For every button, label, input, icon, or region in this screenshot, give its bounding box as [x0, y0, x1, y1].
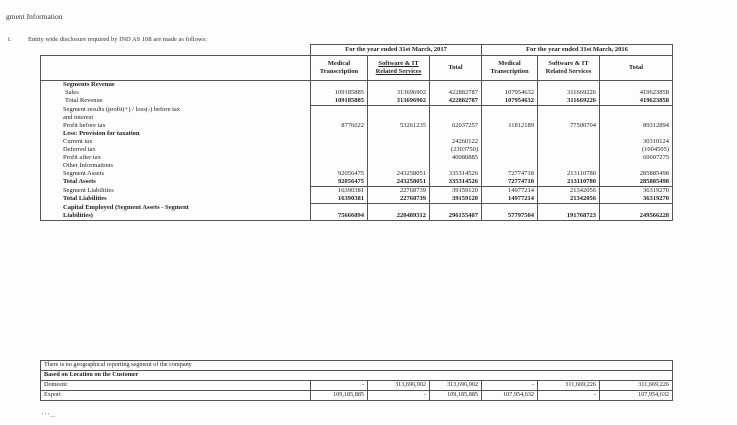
segment-table	[40, 44, 673, 221]
intro-number: i.	[8, 36, 12, 43]
value-cell: 39159120	[430, 187, 482, 195]
value-cell: 24260122	[430, 138, 482, 146]
value-cell	[311, 130, 368, 138]
table-row	[41, 138, 673, 146]
value-cell: 213110780	[538, 170, 600, 178]
value-cell	[368, 81, 430, 90]
value-cell: 8776022	[311, 122, 368, 130]
value-cell: 285885498	[600, 178, 673, 187]
value-cell: 107954632	[482, 89, 538, 97]
value-cell: -	[311, 381, 368, 391]
row-label: Profit before tax	[41, 122, 311, 130]
segment-table-body	[41, 81, 673, 221]
value-cell: 311,669,226	[538, 381, 600, 391]
value-cell: 109,185,885	[430, 391, 482, 401]
value-cell	[311, 81, 368, 90]
value-cell: 213110780	[538, 178, 600, 187]
value-cell	[368, 138, 430, 146]
row-label: Liabilities)	[41, 212, 311, 221]
value-cell	[311, 138, 368, 146]
value-cell	[368, 106, 430, 114]
value-cell	[538, 114, 600, 122]
value-cell: 422882787	[430, 89, 482, 97]
value-cell: 243258051	[368, 178, 430, 187]
table-row	[41, 114, 673, 122]
value-cell: 40080885	[430, 154, 482, 162]
value-cell: 62037257	[430, 122, 482, 130]
col-header: Total	[600, 56, 673, 81]
value-cell	[600, 162, 673, 170]
value-cell: 285885498	[600, 170, 673, 178]
value-cell: 335314526	[430, 170, 482, 178]
value-cell: 220489312	[368, 212, 430, 221]
row-label: Total Revenue	[41, 97, 311, 106]
value-cell	[368, 162, 430, 170]
value-cell: 36319270	[600, 187, 673, 195]
value-cell: 11812189	[482, 122, 538, 130]
value-cell: 75666094	[311, 212, 368, 221]
value-cell	[482, 154, 538, 162]
value-cell: 22768739	[368, 187, 430, 195]
table-row	[41, 89, 673, 97]
value-cell: 21342056	[538, 187, 600, 195]
value-cell: 107,954,632	[600, 391, 673, 401]
value-cell: 30310124	[600, 138, 673, 146]
value-cell: 16390381	[311, 195, 368, 204]
value-cell	[430, 81, 482, 90]
value-cell	[311, 106, 368, 114]
table-row	[41, 170, 673, 178]
geography-table	[40, 360, 673, 401]
table-row	[41, 97, 673, 106]
value-cell: 313,696,902	[368, 381, 430, 391]
row-label: Export	[41, 391, 311, 401]
row-label: Sales	[41, 89, 311, 97]
value-cell: (1004505)	[600, 146, 673, 154]
row-label: Capital Employed (Segment Assets - Segment	[41, 204, 311, 212]
header-label-cell	[41, 56, 311, 81]
col-header: Total	[430, 56, 482, 81]
value-cell	[430, 114, 482, 122]
row-label: Less: Provision for taxation	[41, 130, 311, 138]
value-cell: 191768723	[538, 212, 600, 221]
value-cell: 419623858	[600, 89, 673, 97]
row-label: Segment Assets	[41, 170, 311, 178]
value-cell	[482, 138, 538, 146]
value-cell: 22768739	[368, 195, 430, 204]
value-cell: 335314526	[430, 178, 482, 187]
value-cell	[430, 204, 482, 212]
col-header: Medical Transcription	[482, 56, 538, 81]
value-cell	[482, 81, 538, 90]
value-cell	[538, 138, 600, 146]
value-cell	[600, 114, 673, 122]
value-cell	[538, 106, 600, 114]
value-cell	[538, 130, 600, 138]
value-cell: 109185885	[311, 89, 368, 97]
table-row	[41, 381, 673, 391]
value-cell: 419623858	[600, 97, 673, 106]
value-cell: 243258051	[368, 170, 430, 178]
row-label: Segments Revenue	[41, 81, 311, 90]
table-row	[41, 178, 673, 187]
continuation-text: ' ' ' ...	[42, 412, 56, 419]
value-cell: 296155407	[430, 212, 482, 221]
value-cell: 57797504	[482, 212, 538, 221]
col-header: Software & IT Related Services	[538, 56, 600, 81]
value-cell	[482, 106, 538, 114]
value-cell: 77500704	[538, 122, 600, 130]
table-row	[41, 106, 673, 114]
value-cell: 72774718	[482, 178, 538, 187]
value-cell: 92056475	[311, 178, 368, 187]
value-cell: 107,954,632	[482, 391, 538, 401]
geography-subheading: Based on Location on the Customer	[41, 371, 673, 381]
value-cell: 53261235	[368, 122, 430, 130]
table-row	[41, 187, 673, 195]
header-blank	[41, 45, 311, 56]
value-cell	[368, 154, 430, 162]
value-cell	[538, 81, 600, 90]
row-label: Segment Liabilities	[41, 187, 311, 195]
geography-rows	[41, 381, 673, 401]
value-cell	[538, 162, 600, 170]
value-cell	[368, 204, 430, 212]
value-cell	[368, 130, 430, 138]
table-row	[41, 122, 673, 130]
value-cell: 107954632	[482, 97, 538, 106]
table-row	[41, 81, 673, 90]
value-cell	[482, 114, 538, 122]
value-cell: 60007275	[600, 154, 673, 162]
value-cell	[311, 146, 368, 154]
value-cell: (2303750)	[430, 146, 482, 154]
value-cell	[600, 204, 673, 212]
period-2016-header: For the year ended 31st March, 2016	[482, 45, 673, 56]
value-cell: 249566228	[600, 212, 673, 221]
value-cell	[482, 146, 538, 154]
value-cell: -	[368, 391, 430, 401]
geography-note: There is no geographical reporting segment of the company	[41, 361, 673, 371]
table-row	[41, 130, 673, 138]
value-cell	[430, 162, 482, 170]
table-row	[41, 146, 673, 154]
value-cell: 39159120	[430, 195, 482, 204]
value-cell: 14977214	[482, 187, 538, 195]
value-cell	[311, 154, 368, 162]
table-row	[41, 391, 673, 401]
col-header: Medical Transcription	[311, 56, 368, 81]
value-cell: 313696902	[368, 97, 430, 106]
value-cell	[538, 154, 600, 162]
value-cell: 311,669,226	[600, 381, 673, 391]
row-label: Total Assets	[41, 178, 311, 187]
value-cell	[430, 130, 482, 138]
section-heading: gment Information	[6, 12, 63, 21]
value-cell: 92056475	[311, 170, 368, 178]
row-label: Other Informations	[41, 162, 311, 170]
col-header: Software & IT Related Services	[368, 56, 430, 81]
value-cell	[311, 204, 368, 212]
value-cell: 14977214	[482, 195, 538, 204]
value-cell	[368, 146, 430, 154]
row-label: Domestic	[41, 381, 311, 391]
value-cell	[600, 81, 673, 90]
table-row	[41, 204, 673, 212]
row-label: Deferred tax	[41, 146, 311, 154]
value-cell	[538, 146, 600, 154]
row-label: Total Liabilities	[41, 195, 311, 204]
table-row	[41, 212, 673, 221]
value-cell	[482, 162, 538, 170]
value-cell: 422882787	[430, 97, 482, 106]
period-2017-header: For the year ended 31st March, 2017	[311, 45, 482, 56]
table-row	[41, 195, 673, 204]
value-cell: 109185885	[311, 97, 368, 106]
value-cell: 109,185,885	[311, 391, 368, 401]
intro-text: Entity wide disclosure required by IND AS 108 are made as follows:	[28, 36, 207, 43]
value-cell: 313696902	[368, 89, 430, 97]
table-row	[41, 154, 673, 162]
value-cell: -	[538, 391, 600, 401]
value-cell: 89312894	[600, 122, 673, 130]
value-cell	[538, 204, 600, 212]
value-cell: 21342056	[538, 195, 600, 204]
table-row	[41, 162, 673, 170]
value-cell: 311669226	[538, 89, 600, 97]
value-cell: 72774718	[482, 170, 538, 178]
row-label: Current tax	[41, 138, 311, 146]
value-cell: 36319270	[600, 195, 673, 204]
row-label: Profit after tax	[41, 154, 311, 162]
value-cell	[482, 130, 538, 138]
value-cell: 311669226	[538, 97, 600, 106]
row-label: and interest	[41, 114, 311, 122]
value-cell	[600, 106, 673, 114]
row-label: Segment results (profit(+) / loss(-) before tax	[41, 106, 311, 114]
value-cell	[368, 114, 430, 122]
value-cell: -	[482, 381, 538, 391]
value-cell: 16390381	[311, 187, 368, 195]
value-cell	[311, 162, 368, 170]
value-cell: 313,696,902	[430, 381, 482, 391]
value-cell	[482, 204, 538, 212]
value-cell	[311, 114, 368, 122]
value-cell	[600, 130, 673, 138]
value-cell	[430, 106, 482, 114]
